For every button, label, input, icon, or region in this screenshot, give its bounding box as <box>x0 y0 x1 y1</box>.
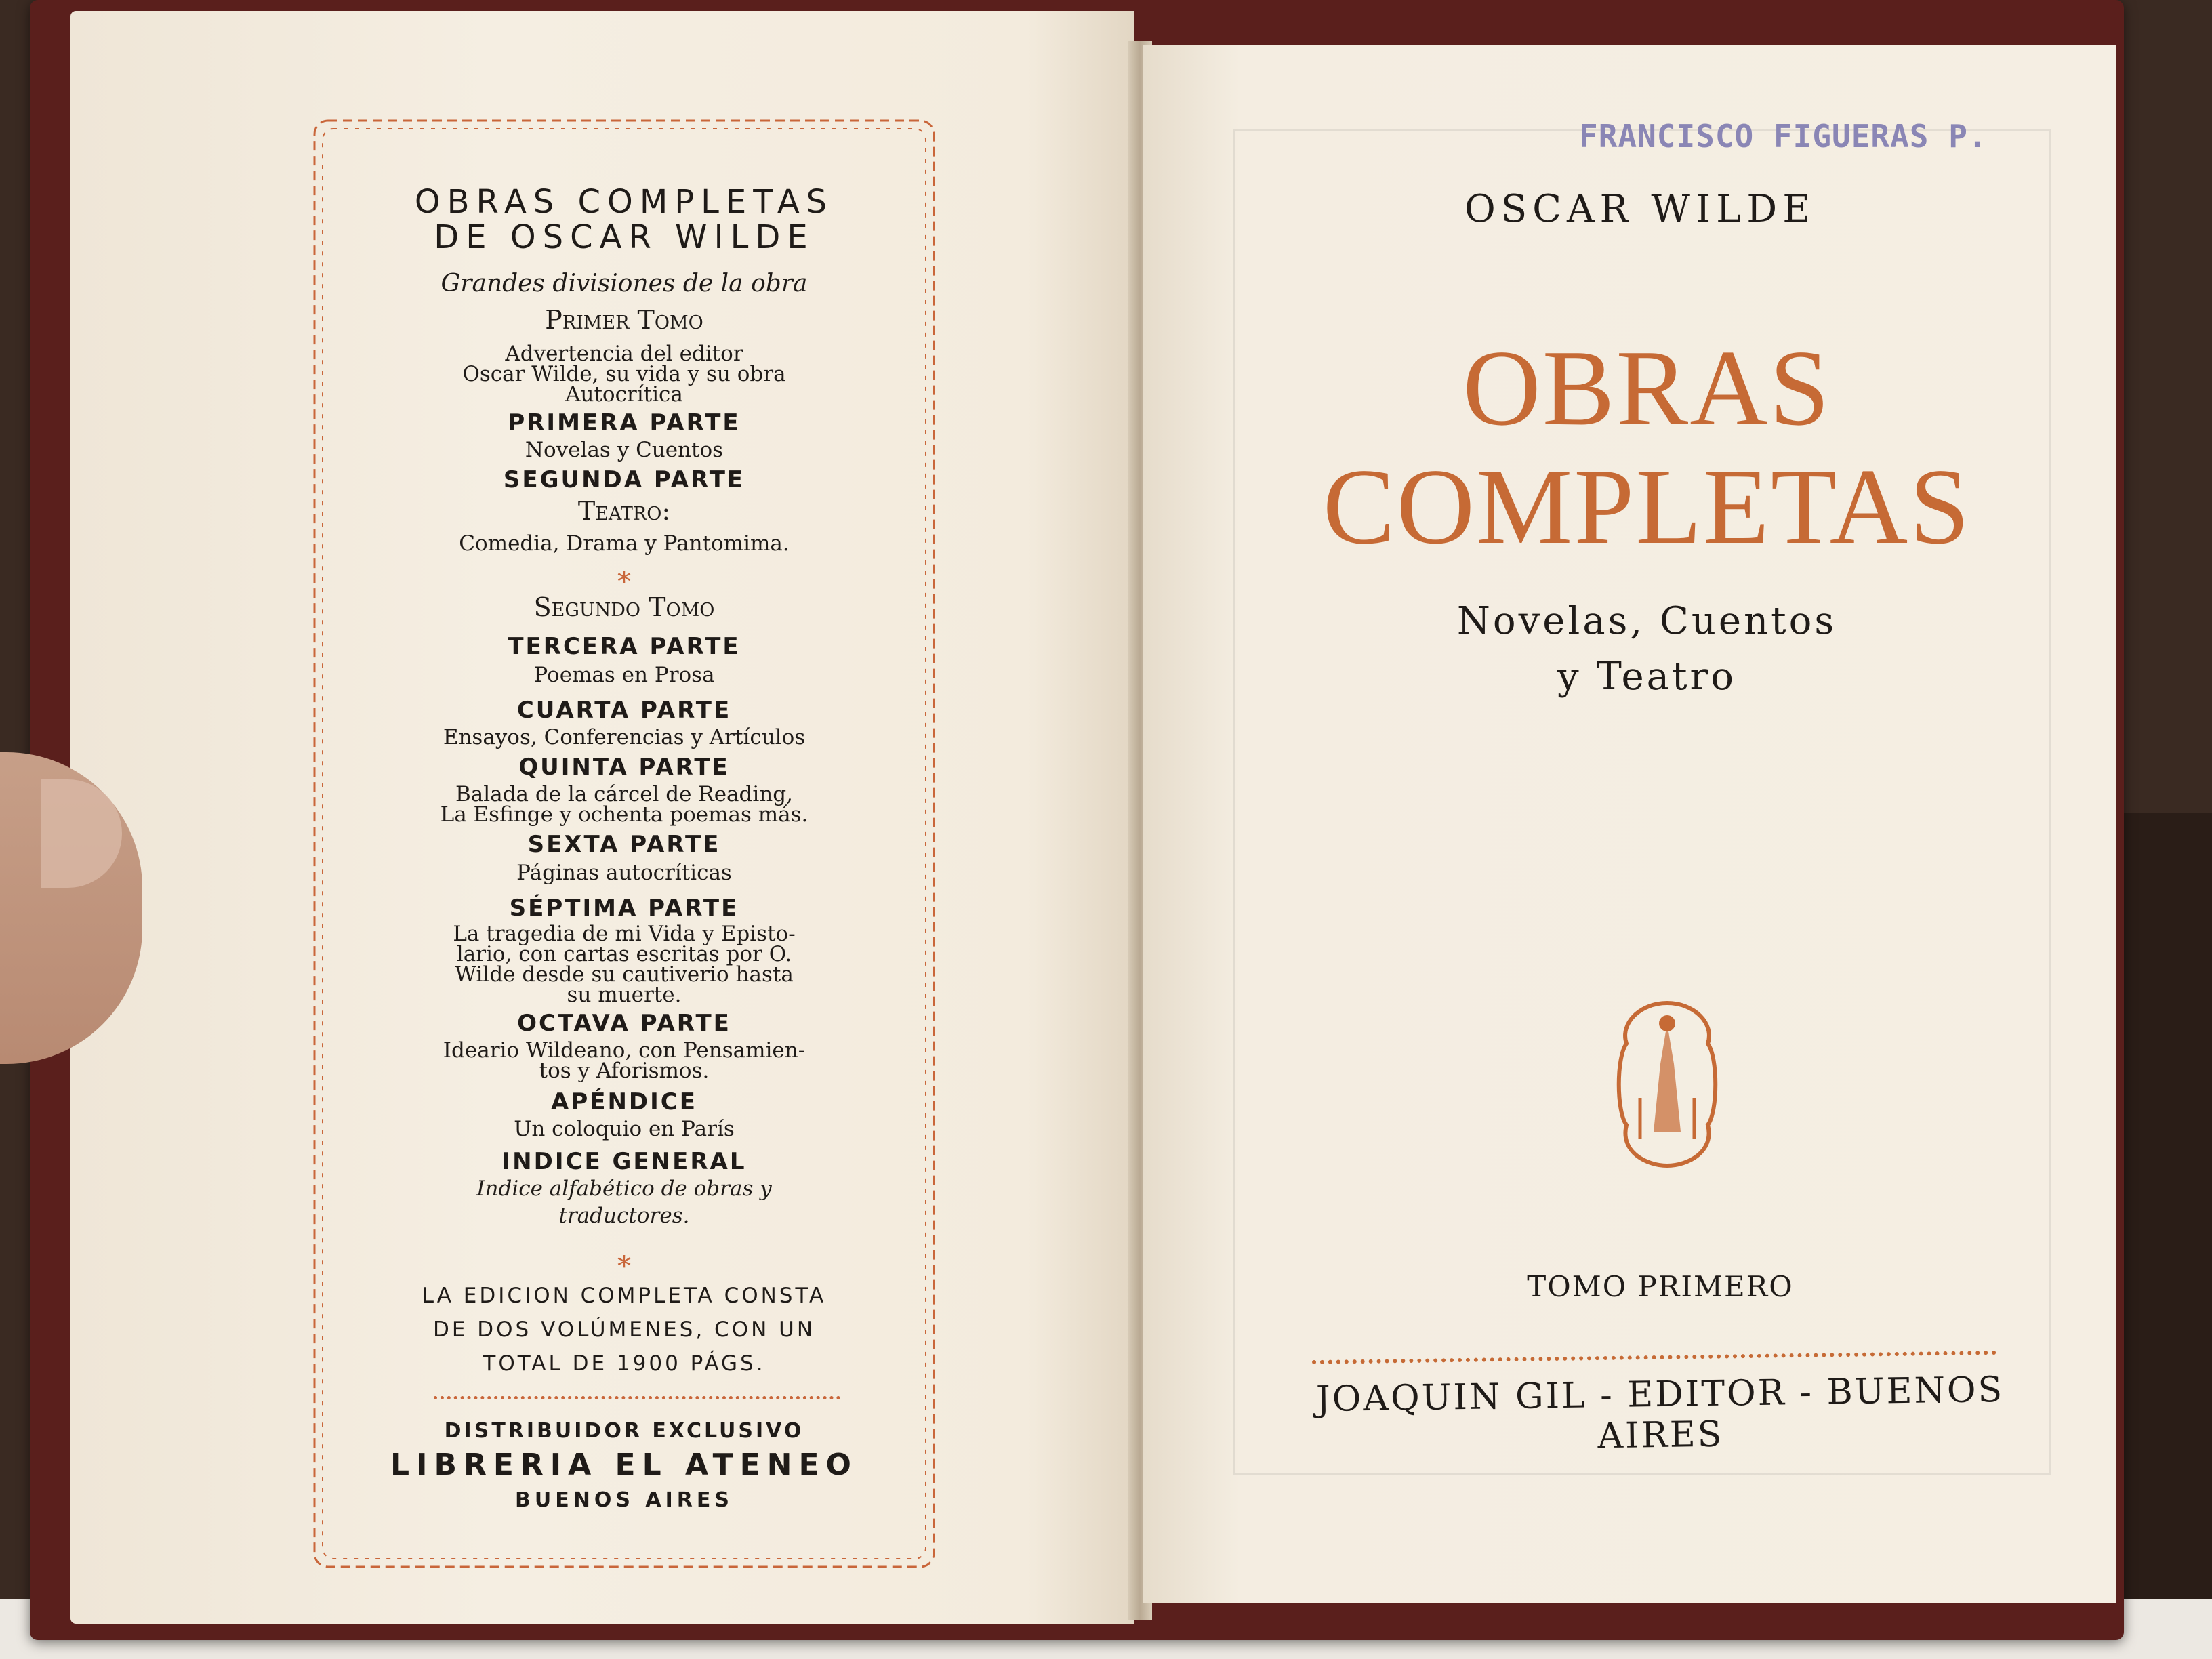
title-line-2: COMPLETAS <box>1322 446 1971 567</box>
indice-line: Indice alfabético de obras y <box>476 1176 772 1201</box>
segunda-parte: SEGUNDA PARTE <box>503 466 745 493</box>
dotted-rule <box>434 1396 840 1399</box>
primer-tomo-line: Autocrítica <box>565 382 683 407</box>
apendice: APÉNDICE <box>551 1088 697 1115</box>
quinta-parte: QUINTA PARTE <box>518 754 730 781</box>
quinta-parte-line: La Esfinge y ochenta poemas más. <box>440 802 808 827</box>
segundo-tomo: Segundo Tomo <box>533 592 715 622</box>
primera-parte: PRIMERA PARTE <box>508 409 741 436</box>
author: OSCAR WILDE <box>1464 187 1816 231</box>
edicion-line: DE DOS VOLÚMENES, CON UN <box>432 1317 816 1342</box>
indice-general: INDICE GENERAL <box>501 1148 747 1175</box>
octava-parte-line: Ideario Wildeano, con Pensamien- <box>443 1038 806 1063</box>
distribuidor: DISTRIBUIDOR EXCLUSIVO <box>444 1419 804 1443</box>
septima-parte-line: La tragedia de mi Vida y Episto- <box>453 922 796 946</box>
tomo: TOMO PRIMERO <box>1527 1270 1794 1303</box>
background-right <box>2114 813 2212 1659</box>
asterisk-divider: * <box>617 567 631 598</box>
publisher-emblem-icon <box>1613 996 1721 1172</box>
sexta-parte-text: Páginas autocríticas <box>516 861 732 885</box>
septima-parte-line: su muerte. <box>567 983 682 1007</box>
ciudad: BUENOS AIRES <box>515 1488 733 1512</box>
primer-tomo-line: Advertencia del editor <box>505 342 743 366</box>
publisher: JOAQUIN GIL - EDITOR - BUENOS AIRES <box>1315 1369 2005 1457</box>
teatro-text: Comedia, Drama y Pantomima. <box>459 531 790 556</box>
quinta-parte-line: Balada de la cárcel de Reading, <box>455 782 793 806</box>
heading-line-1: OBRAS COMPLETAS <box>414 183 834 221</box>
apendice-text: Un coloquio en París <box>514 1117 735 1141</box>
primera-parte-text: Novelas y Cuentos <box>525 438 724 462</box>
libreria: LIBRERIA EL ATENEO <box>390 1448 858 1482</box>
subtitle-line-2: y Teatro <box>1557 655 1736 699</box>
sexta-parte: SEXTA PARTE <box>527 831 721 858</box>
heading-line-2: DE OSCAR WILDE <box>434 218 815 256</box>
cuarta-parte: CUARTA PARTE <box>516 697 732 724</box>
indice-line: traductores. <box>558 1204 690 1228</box>
primer-tomo: Primer Tomo <box>545 305 703 335</box>
septima-parte-line: Wilde desde su cautiverio hasta <box>455 962 794 987</box>
asterisk-divider-2: * <box>617 1251 631 1282</box>
edicion-line: LA EDICION COMPLETA CONSTA <box>422 1284 827 1308</box>
octava-parte-line: tos y Aforismos. <box>539 1059 710 1083</box>
tercera-parte: TERCERA PARTE <box>508 633 741 660</box>
teatro: Teatro: <box>577 496 671 526</box>
primer-tomo-line: Oscar Wilde, su vida y su obra <box>462 362 786 386</box>
title-line-1: OBRAS <box>1462 327 1831 448</box>
septima-parte: SÉPTIMA PARTE <box>509 895 739 922</box>
tercera-parte-text: Poemas en Prosa <box>533 663 715 687</box>
owner-stamp: FRANCISCO FIGUERAS P. <box>1579 118 1988 155</box>
edicion-line: TOTAL DE 1900 PÁGS. <box>483 1351 766 1376</box>
septima-parte-line: lario, con cartas escritas por O. <box>456 942 792 966</box>
subheading: Grandes divisiones de la obra <box>441 270 808 298</box>
cuarta-parte-text: Ensayos, Conferencias y Artículos <box>443 725 806 750</box>
octava-parte: OCTAVA PARTE <box>517 1010 731 1037</box>
subtitle-line-1: Novelas, Cuentos <box>1456 599 1837 643</box>
